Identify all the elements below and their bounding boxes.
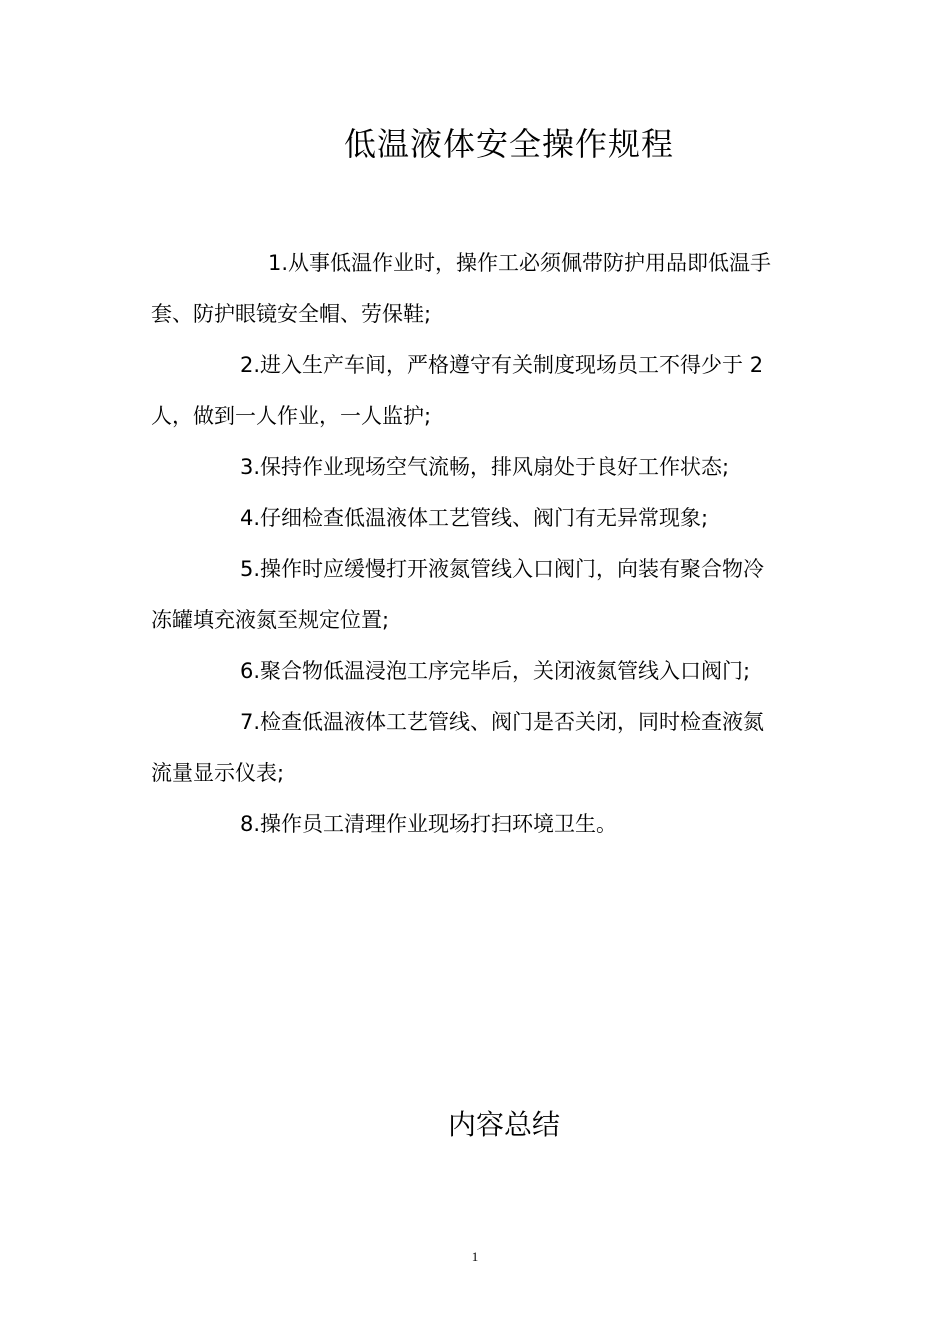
document-title: 低温液体安全操作规程 (343, 125, 674, 163)
paragraph-line: 6.聚合物低温浸泡工序完毕后，关闭液氮管线入口阀门; (240, 659, 751, 683)
paragraph-line: 7.检查低温液体工艺管线、阀门是否关闭，同时检查液氮 (240, 710, 765, 734)
summary-heading: 内容总结 (447, 1108, 560, 1141)
paragraph-line: 8.操作员工清理作业现场打扫环境卫生。 (240, 812, 618, 836)
paragraph-line: 流量显示仪表; (151, 761, 285, 785)
paragraph-line: 2.进入生产车间，严格遵守有关制度现场员工不得少于 2 (240, 353, 764, 377)
paragraph-line: 4.仔细检查低温液体工艺管线、阀门有无异常现象; (240, 506, 709, 530)
paragraph-line: 5.操作时应缓慢打开液氮管线入口阀门，向装有聚合物冷 (240, 557, 765, 581)
paragraph-line: 冻罐填充液氮至规定位置; (151, 608, 390, 632)
paragraph-line: 套、防护眼镜安全帽、劳保鞋; (151, 302, 432, 326)
paragraph-line: 3.保持作业现场空气流畅，排风扇处于良好工作状态; (240, 455, 730, 479)
paragraph-line: 人，做到一人作业，一人监护; (151, 404, 432, 428)
page-number: 1 (471, 1249, 479, 1264)
paragraph-line: 1.从事低温作业时，操作工必须佩带防护用品即低温手 (268, 251, 772, 275)
document-body (151, 238, 811, 850)
